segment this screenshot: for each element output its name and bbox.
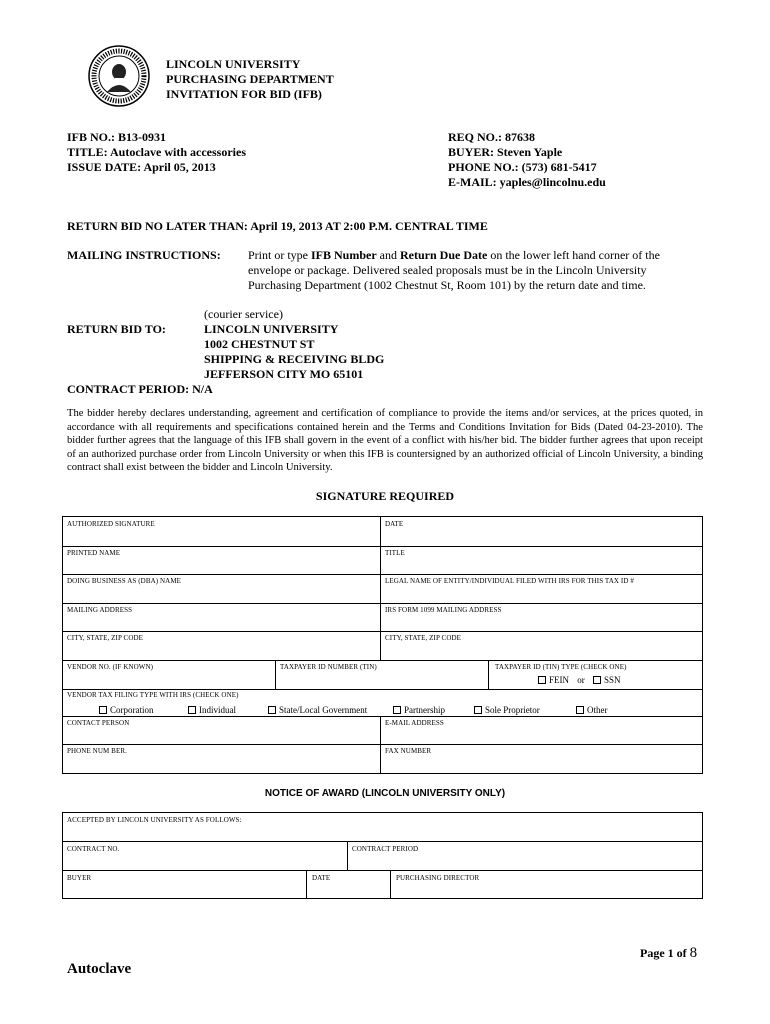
- issue-date: ISSUE DATE: April 05, 2013: [67, 160, 216, 174]
- vendor-number-field[interactable]: VENDOR NO. (IF KNOWN): [67, 663, 154, 671]
- mailing-instructions-label: MAILING INSTRUCTIONS:: [67, 248, 221, 262]
- award-form: [62, 812, 703, 899]
- accepted-by-label: ACCEPTED BY LINCOLN UNIVERSITY AS FOLLOWS:: [67, 816, 242, 824]
- award-buyer-field: BUYER: [67, 874, 92, 882]
- signature-heading: SIGNATURE REQUIRED: [315, 489, 455, 503]
- return-address-line1: LINCOLN UNIVERSITY: [204, 322, 339, 336]
- legal-name-field[interactable]: LEGAL NAME OF ENTITY/INDIVIDUAL FILED WITH IRS FOR THIS TAX ID #: [385, 577, 634, 585]
- mailing-instructions-line1: [248, 248, 660, 263]
- fein-label: FEIN: [549, 675, 569, 685]
- irs-city-state-zip-field[interactable]: CITY, STATE, ZIP CODE: [385, 634, 462, 642]
- mailing-text-1: Print or type: [248, 248, 311, 262]
- filing-type-corporation[interactable]: [99, 705, 154, 715]
- buyer-phone: PHONE NO.: (573) 681-5417: [448, 160, 597, 174]
- signature-form: [62, 516, 703, 774]
- authorized-signature-field[interactable]: AUTHORIZED SIGNATURE: [67, 520, 155, 528]
- contract-period: CONTRACT PERIOD: N/A: [67, 382, 213, 396]
- filing-type-state-local[interactable]: [268, 705, 367, 715]
- individual-label: Individual: [199, 705, 236, 715]
- ssn-label: SSN: [604, 675, 621, 685]
- state-local-label: State/Local Government: [279, 705, 368, 715]
- partnership-checkbox[interactable]: [393, 706, 401, 714]
- ifb-number: IFB NO.: B13-0931: [67, 130, 166, 144]
- sole-proprietor-label: Sole Proprietor: [485, 705, 540, 715]
- printed-name-field[interactable]: PRINTED NAME: [67, 549, 121, 557]
- return-address-line4: JEFFERSON CITY MO 65101: [204, 367, 364, 381]
- tin-type-options: [538, 675, 621, 685]
- req-number: REQ NO.: 87638: [448, 130, 535, 144]
- department-name: PURCHASING DEPARTMENT: [166, 72, 334, 86]
- mailing-text-2: and: [376, 248, 400, 262]
- award-contract-no-field: CONTRACT NO.: [67, 845, 120, 853]
- buyer-name: BUYER: Steven Yaple: [448, 145, 563, 159]
- filing-type-sole-proprietor[interactable]: [474, 705, 540, 715]
- partnership-label: Partnership: [404, 705, 445, 715]
- notice-of-award-heading: NOTICE OF AWARD (LINCOLN UNIVERSITY ONLY): [264, 788, 506, 799]
- declaration-paragraph: The bidder hereby declares understanding, agreement and certification of compliance to provide the items and/or services, at the prices quoted, in accordance with all requirements and specifications contained herein and the Terms and Conditions Invitation for Bids (Dated 04-23-2010). The bidder further agrees that the language of this IFB shall govern in the event of a conflict with his/her bid. The bidder further agrees that upon receipt of an authorized purchase order from Lincoln University or when this IFB is countersigned by an authorized official of Lincoln University, a binding contract shall exist between the bidder and Lincoln University.: [67, 408, 703, 473]
- mailing-text-3: on the lower left hand corner of the: [487, 248, 660, 262]
- state-local-checkbox[interactable]: [268, 706, 276, 714]
- mailing-address-field[interactable]: MAILING ADDRESS: [67, 606, 133, 614]
- buyer-email[interactable]: E-MAIL: yaples@lincolnu.edu: [448, 175, 606, 189]
- city-state-zip-field[interactable]: CITY, STATE, ZIP CODE: [67, 634, 144, 642]
- document-name-footer: Autoclave: [67, 961, 132, 977]
- or-label: or: [577, 675, 585, 685]
- contact-person-field[interactable]: CONTACT PERSON: [67, 719, 130, 727]
- document-title: INVITATION FOR BID (IFB): [166, 87, 322, 101]
- courier-note: (courier service): [204, 307, 283, 321]
- corporation-checkbox[interactable]: [99, 706, 107, 714]
- date-field[interactable]: DATE: [385, 520, 404, 528]
- university-seal: [88, 45, 150, 107]
- individual-checkbox[interactable]: [188, 706, 196, 714]
- corporation-label: Corporation: [110, 705, 154, 715]
- mailing-instructions-line2: envelope or package. Delivered sealed proposals must be in the Lincoln University: [248, 263, 647, 277]
- page-total: 8: [689, 945, 698, 961]
- award-purchasing-director-field: PURCHASING DIRECTOR: [396, 874, 480, 882]
- university-name: LINCOLN UNIVERSITY: [166, 57, 301, 71]
- mailing-bold-due: Return Due Date: [400, 248, 488, 262]
- award-contract-period-field: CONTRACT PERIOD: [352, 845, 419, 853]
- tin-type-label: TAXPAYER ID (TIN) TYPE (CHECK ONE): [495, 663, 627, 671]
- dba-name-field[interactable]: DOING BUSINESS AS (DBA) NAME: [67, 577, 182, 585]
- page-number-prefix: Page 1 of: [640, 946, 690, 960]
- return-deadline: RETURN BID NO LATER THAN: April 19, 2013 AT 2:00 P.M. CENTRAL TIME: [67, 219, 488, 233]
- return-address-line3: SHIPPING & RECEIVING BLDG: [204, 352, 385, 366]
- irs-mailing-address-field[interactable]: IRS FORM 1099 MAILING ADDRESS: [385, 606, 502, 614]
- fax-number-field[interactable]: FAX NUMBER: [385, 747, 432, 755]
- tin-field[interactable]: TAXPAYER ID NUMBER (TIN): [280, 663, 377, 671]
- return-address-line2: 1002 CHESTNUT ST: [204, 337, 315, 351]
- filing-type-individual[interactable]: [188, 705, 236, 715]
- filing-type-partnership[interactable]: [393, 705, 445, 715]
- filing-type-label: VENDOR TAX FILING TYPE WITH IRS (CHECK ONE): [67, 691, 239, 699]
- ssn-checkbox[interactable]: [593, 676, 601, 684]
- mailing-instructions-line3: Purchasing Department (1002 Chestnut St, Room 101) by the return date and time.: [248, 278, 646, 292]
- other-checkbox[interactable]: [576, 706, 584, 714]
- page-number: [640, 944, 697, 962]
- filing-type-other[interactable]: [576, 705, 608, 715]
- other-label: Other: [587, 705, 608, 715]
- email-address-field[interactable]: E-MAIL ADDRESS: [385, 719, 444, 727]
- mailing-bold-ifb: IFB Number: [311, 248, 377, 262]
- title-field[interactable]: TITLE: [385, 549, 405, 557]
- bid-title: TITLE: Autoclave with accessories: [67, 145, 246, 159]
- return-bid-to-label: RETURN BID TO:: [67, 322, 166, 336]
- award-date-field: DATE: [312, 874, 331, 882]
- phone-number-field[interactable]: PHONE NUM BER.: [67, 747, 127, 755]
- sole-proprietor-checkbox[interactable]: [474, 706, 482, 714]
- fein-checkbox[interactable]: [538, 676, 546, 684]
